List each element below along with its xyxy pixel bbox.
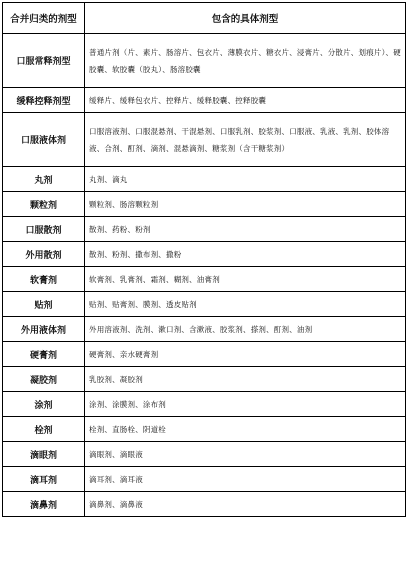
row-detail: 颗粒剂、肠溶颗粒剂 — [85, 192, 406, 217]
header-row — [3, 3, 406, 34]
header-detail: 包含的具体剂型 — [85, 3, 406, 34]
row-category: 硬膏剂 — [3, 342, 85, 367]
table-row — [3, 242, 406, 267]
table-row — [3, 492, 406, 517]
row-detail: 普通片剂（片、素片、肠溶片、包衣片、薄膜衣片、糖衣片、浸膏片、分散片、划痕片）、硬胶囊、软胶囊（胶丸）、肠溶胶囊 — [85, 34, 406, 88]
row-category: 软膏剂 — [3, 267, 85, 292]
row-category: 滴眼剂 — [3, 442, 85, 467]
row-detail: 散剂、粉剂、撒布剂、撒粉 — [85, 242, 406, 267]
row-detail: 滴耳剂、滴耳液 — [85, 467, 406, 492]
row-category: 贴剂 — [3, 292, 85, 317]
row-category: 滴耳剂 — [3, 467, 85, 492]
row-detail: 散剂、药粉、粉剂 — [85, 217, 406, 242]
table-row — [3, 113, 406, 167]
row-category: 外用散剂 — [3, 242, 85, 267]
row-detail: 滴鼻剂、滴鼻液 — [85, 492, 406, 517]
row-category: 栓剂 — [3, 417, 85, 442]
row-detail: 涂剂、涂膜剂、涂布剂 — [85, 392, 406, 417]
table-row — [3, 417, 406, 442]
table-row — [3, 317, 406, 342]
table-row — [3, 34, 406, 88]
row-category: 丸剂 — [3, 167, 85, 192]
row-category: 缓释控释剂型 — [3, 88, 85, 113]
row-detail: 缓释片、缓释包衣片、控释片、缓释胶囊、控释胶囊 — [85, 88, 406, 113]
row-category: 滴鼻剂 — [3, 492, 85, 517]
table-row — [3, 367, 406, 392]
dosage-form-table — [2, 2, 406, 517]
row-detail: 乳胶剂、凝胶剂 — [85, 367, 406, 392]
row-category: 涂剂 — [3, 392, 85, 417]
row-detail: 栓剂、直肠栓、阴道栓 — [85, 417, 406, 442]
table-row — [3, 88, 406, 113]
row-detail: 丸剂、滴丸 — [85, 167, 406, 192]
row-category: 外用液体剂 — [3, 317, 85, 342]
row-category: 口服散剂 — [3, 217, 85, 242]
row-detail: 滴眼剂、滴眼液 — [85, 442, 406, 467]
table-row — [3, 392, 406, 417]
row-category: 口服常释剂型 — [3, 34, 85, 88]
table-row — [3, 167, 406, 192]
row-detail: 硬膏剂、亲水硬膏剂 — [85, 342, 406, 367]
row-category: 口服液体剂 — [3, 113, 85, 167]
table-row — [3, 292, 406, 317]
table-row — [3, 467, 406, 492]
table-row — [3, 217, 406, 242]
row-detail: 贴剂、贴膏剂、膜剂、透皮贴剂 — [85, 292, 406, 317]
row-detail: 口服溶液剂、口服混悬剂、干混悬剂、口服乳剂、胶浆剂、口服液、乳液、乳剂、胶体溶液、合剂、酊剂、滴剂、混悬滴剂、糖浆剂（含干糖浆剂） — [85, 113, 406, 167]
table-row — [3, 267, 406, 292]
row-detail: 外用溶液剂、洗剂、漱口剂、含漱液、胶浆剂、搽剂、酊剂、油剂 — [85, 317, 406, 342]
row-category: 颗粒剂 — [3, 192, 85, 217]
table-row — [3, 192, 406, 217]
row-category: 凝胶剂 — [3, 367, 85, 392]
table-row — [3, 442, 406, 467]
row-detail: 软膏剂、乳膏剂、霜剂、糊剂、油膏剂 — [85, 267, 406, 292]
table-row — [3, 342, 406, 367]
header-category: 合并归类的剂型 — [3, 3, 85, 34]
